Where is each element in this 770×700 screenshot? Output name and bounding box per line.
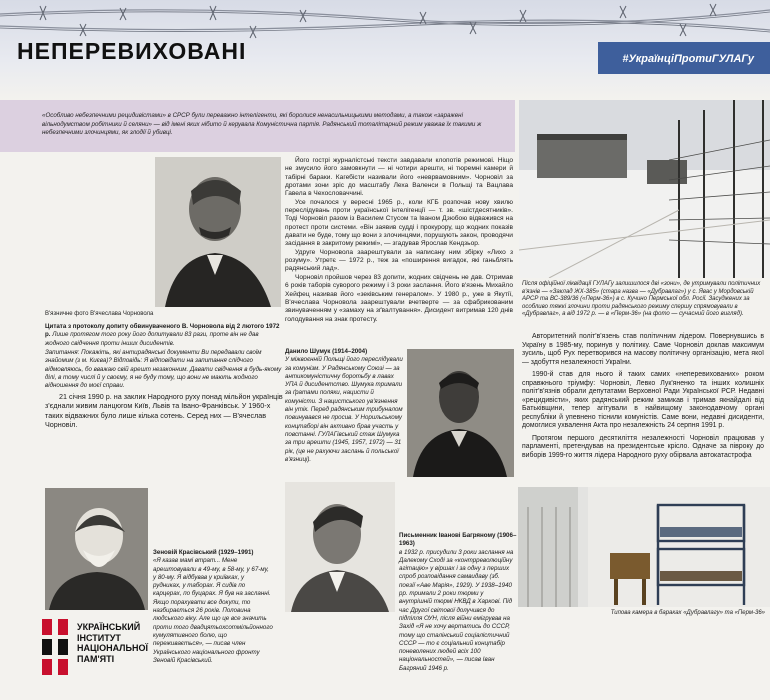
institute-name: [77, 622, 148, 664]
shumuk-block: [285, 348, 403, 464]
hashtag-label: #УкраїнціПротиГУЛАГу: [622, 53, 754, 65]
quote-heading: Цитата з протоколу допиту обвинуваченого В. Чорновола від 2 лютого 1972 р.: [45, 323, 280, 339]
chornovil-interrogation-text: Запитання: Покажіть, які антирадянські документи Ви передавали своїм знайомим (з м. Києва)? Відповідь: Я відповідати на запитання слідчого відмовляюсь, бо вважаю свій арешт незаконним. Давати свідчення в будь-якому ділі, в тому числі й у своєму, я не буду тому, що вони не мають жодного відношення до моєї справи.: [45, 349, 282, 390]
krasivsky-text: «Я казав мамі втрат... Мене арештовували в 49-му, в 58-му, у 67-му, у 80-му. Я відбував у криївках, у рудниках, у таборах. Я сидів по карцерах, по буцарах. Я був на засланні. Якщо порахувати все докупи, то назбирається 26 років. Половина людського віку. Але що це все значить проти того двадцятьохсотмільйонного кумулятивного болю, що переживається», — писав член Українського національного фронту Зеновій Красівський.: [153, 557, 273, 664]
right-text-column: [522, 333, 764, 460]
cell-photo: [518, 487, 770, 607]
camp-photo: [519, 100, 770, 278]
header-banner: [0, 0, 770, 100]
krasivsky-photo: [45, 488, 148, 610]
middle-paragraph: Усе почалося у вересні 1965 р., коли КГБ розпочав нову хвилю переслідувань проти української інтелігенції — т. зв. «шістдесятників». Тоді Чорновіл разом із Василем Стусом та Іваном Дзюбою відважився на протест проти системи. «Він заявив судді і прокурору, що жодних показів давати не буде, тому що вони з злочинцями, порушують закон, проводячи засідання в закритому режимі», — згадував Ярослав Кендзьор.: [285, 198, 513, 248]
institute-name-line: ІНСТИТУТ: [77, 632, 121, 643]
krasivsky-name: Зеновій Красівський (1929–1991): [153, 549, 254, 556]
cell-photo-caption: Типова камера в бараках «Дубравлагу» та «Перм-36»: [610, 610, 765, 616]
chornovil-photo-caption: В'язничне фото В'ячеслава Чорновола: [45, 311, 154, 317]
krasivsky-block: [153, 549, 273, 665]
quote-heading-note: Лише протягом того року його допитували 83 рази, проте він не дав жодного свідчення проти інших дисидентів.: [45, 331, 259, 347]
chain-1990-paragraph: 21 січня 1990 р. на заклик Народного руху понад мільйон українців з'єднали живим ланцюгом Київ, Львів та Івано-Франківськ. У 1960-х таких відважних було лише кілька сотень. Серед них — В'ячеслав Чорновіл.: [45, 392, 283, 429]
institute-name-line: УКРАЇНСЬКИЙ: [77, 622, 141, 632]
middle-paragraph: Його гострі журналістські тексти завдавали клопотів режимові. Ніщо не змусило його замовкнути — ні чотири арешти, ні тюремні камери й табірні бараки. Кагебісти називали його «неврвамовним». Чорновіл за дротами зони зріс до масштабу Леха Валенси в Польщі та Вацлава Гавела в Чехословаччині.: [285, 157, 513, 198]
chornovil-photo: [155, 157, 281, 307]
institute-name-line: НАЦІОНАЛЬНОЇ: [77, 643, 148, 653]
page-title: НЕПЕРЕВИХОВАНІ: [17, 38, 247, 64]
right-paragraph: Авторитетний політ'в'язень став політичним лідером. Повернувшись в Україну в 1985-му, поринув у політику. Саме Чорновіл доклав максимум зусиль, щоб Рух перетворився на масову політичну організацію, мета якої — здобуття незалежності України.: [522, 333, 764, 366]
middle-text-column: [285, 157, 513, 324]
uinp-logo-icon: [40, 619, 70, 679]
institute-name-line: ПАМ'ЯТІ: [77, 653, 115, 664]
shumuk-name: Данило Шумук (1914–2004): [285, 348, 368, 355]
right-paragraph: Протягом першого десятиліття незалежності Чорновіл працював у парламенті, претендував на президентське крісло. Одначе за півроку до виборів 1999-го життя лідера Народного руху обірвала автокатастрофа: [522, 434, 764, 459]
right-paragraph: 1990-й став для нього й таких самих «неперевихованих» роком справжнього тріумфу: Чорновіл, Левко Лук'яненко та інших колишніх політ'в'язнів обрали депутатами Верховної Ради Української РСР. Недавні «рецидивісти», яких радянський режим замикав і тримав якнайдалі від Батьківщини, тепер агітували в найвищому законодавчому органі республіки й упевнено тіснили комуністів. Саме вони, недавні дисиденти, домоглися ухвалення Акта про незалежність 24 серпня 1991 р.: [522, 371, 764, 429]
chornovil-quote-block: [45, 323, 283, 348]
shumuk-text: У міжвоєнній Польщі його переслідували за комунізм. У Радянському Союзі — за антикомуністичну боротьбу в лавах УПА й дисидентство. Шумука тримали за ґратами поляки, нацисти й комуністи. З нацистського ув'язнення він утік. Перед радянським трибуналом повинувався не просив. У Норильському концтаборі він активно брав участь у повстанні. ГУЛАГівський стаж Шумука за три арешти (1945, 1957, 1972) — 31 рік, (це не рахуючи заслань й польської в'язниці).: [285, 356, 403, 463]
intro-text: «Особливо небезпечними рецидивістами» в СРСР були переважно інтелігенти, які боролися ненасильницькими методами, а також «заражені вільнодумством робітники й селяни» — від імені яких нібито й керувала Комуністична партія. Радянський тоталітарний режим уважав їх такими ж небезпечними злочинцями, як злодії й убивці.: [42, 112, 482, 137]
camp-photo-caption: Після офіційної ліквідації ГУЛАГу залишилося дві «зони», де утримували політичних в'язнів — «Заклад ЖХ-385» (стара назва — «Дубравлаг») у с. Явас у Мордовській АРСР та ВС-389/36 («Перм-36») в с. Кучино Пермської обл. Росії. Засуджених за особливо тяжкі злочини проти радянського режиму спершу спрямовували в «Дубравлаг», а від 1972 р. — в «Перм-36» (на фото — сучасний його вигляд).: [522, 281, 761, 318]
bahrianyi-photo: [285, 482, 395, 612]
middle-paragraph: Удруге Чорновола заарештували за написану ним збірку «Лихо з розуму». Утретє — 1972 р., теж за «поширення вигадок, які ганьблять радянський лад».: [285, 248, 513, 273]
bahrianyi-name: Письменник Іванові Багряному (1906–1963): [399, 532, 517, 548]
bahrianyi-block: [399, 532, 517, 673]
middle-paragraph: Чорновіл пройшов через 83 допити, жодних свідчень не дав. Отримав 6 років таборів суворого режиму і 3 роки заслання. Його в'язень Михайло Хейфец називав його «зеківським генералом». У 1980 р., уже в Якутії, В'ячеслава Чорновола заарештували вчетверте — за сфабрикованим звинуваченням у «замаху на зґвалтування». Дисидент витримав 120 днів голодування на знак протесту.: [285, 273, 513, 323]
bahrianyi-text: в 1932 р. присудили 3 роки заслання на Далекому Сході за «контрреволюційну агітацію» у віршах і за одну з перших спроб розповідання самвидаву (зб. поезії «Аве Марія», 1929). У 1938–1940 рр. тримали 2 роки тюрми у внутрішній тюрмі НКВД в Харкові. Під час Другої світової долучився до підпілля ОУН, після війни емігрував на Захід «Я не хочу вертатись до СССР, тому що сталінський соціалістичний СССР — то є соціальний концтабір поневолених людей всіх 100 національностей», — писав Іван Багряний 1946 р.: [399, 548, 514, 672]
shumuk-photo: [407, 349, 514, 477]
intro-banner: [0, 100, 515, 152]
